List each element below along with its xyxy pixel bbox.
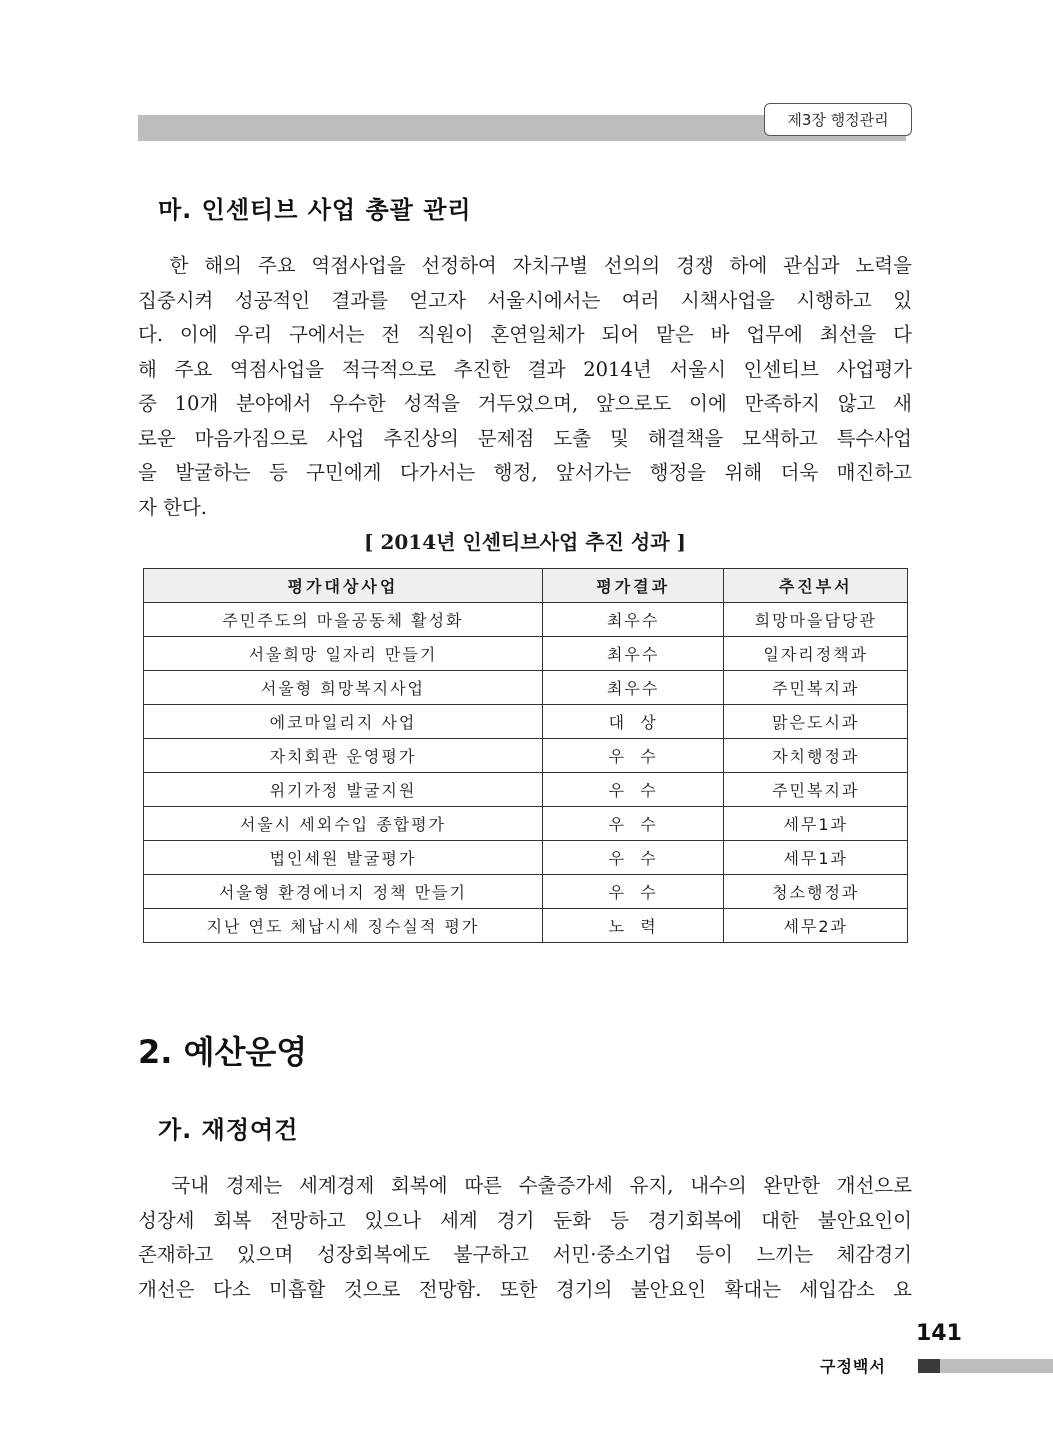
table-row [144,637,908,671]
section-heading-incentive: 마. 인센티브 사업 총괄 관리 [158,196,472,224]
table-row [144,909,908,943]
table-cell-department: 세무2과 [724,909,908,943]
table-header-row [144,569,908,603]
fiscal-paragraph [138,1169,912,1307]
table-cell-project: 서울시 세외수입 종합평가 [144,807,543,841]
table-cell-project: 서울형 환경에너지 정책 만들기 [144,875,543,909]
table-row [144,841,908,875]
table-cell-department: 세무1과 [724,807,908,841]
paragraph-line: 국내 경제는 세계경제 회복에 따른 수출증가세 유지, 내수의 완만한 개선으로 [138,1174,912,1197]
table-cell-result: 우 수 [542,807,724,841]
table-cell-department: 맑은도시과 [724,705,908,739]
paragraph-line: 해 주요 역점사업을 적극적으로 추진한 결과 2014년 서울시 인센티브 사업평가 [138,357,912,381]
paragraph-line: 집중시켜 성공적인 결과를 얻고자 서울시에서는 여러 시책사업을 시행하고 있 [138,288,912,312]
table-cell-result: 노 력 [542,909,724,943]
incentive-results-table [143,568,908,943]
paragraph-line: 로운 마음가짐으로 사업 추진상의 문제점 도출 및 해결책을 모색하고 특수사업 [138,426,912,450]
table-cell-department: 청소행정과 [724,875,908,909]
table-cell-project: 법인세원 발굴평가 [144,841,543,875]
column-header-result: 평가결과 [542,569,724,603]
table-cell-project: 서울형 희망복지사업 [144,671,543,705]
paragraph-line: 다. 이에 우리 구에서는 전 직원이 혼연일체가 되어 맡은 바 업무에 최선을 다 [138,323,912,346]
table-cell-result: 우 수 [542,773,724,807]
paragraph-line: 중 10개 분야에서 우수한 성적을 거두었으며, 앞으로도 이에 만족하지 않고 새 [138,392,912,415]
table-row [144,773,908,807]
table-cell-department: 희망마을담당관 [724,603,908,637]
paragraph-line: 한 해의 주요 역점사업을 선정하여 자치구별 선의의 경쟁 하에 관심과 노력을 [138,254,912,277]
table-cell-department: 세무1과 [724,841,908,875]
incentive-paragraph [138,249,912,525]
table-cell-project: 주민주도의 마을공동체 활성화 [144,603,543,637]
table-cell-department: 일자리정책과 [724,637,908,671]
table-cell-project: 자치회관 운영평가 [144,739,543,773]
table-caption: [ 2014년 인센티브사업 추진 성과 ] [364,530,686,554]
table-cell-result: 우 수 [542,841,724,875]
paragraph-line: 을 발굴하는 등 구민에게 다가서는 행정, 앞서가는 행정을 위해 더욱 매진하고 [138,461,912,484]
table-cell-project: 위기가정 발굴지원 [144,773,543,807]
table-row [144,807,908,841]
table-row [144,739,908,773]
table-cell-project: 서울희망 일자리 만들기 [144,637,543,671]
page-number: 141 [916,1321,962,1346]
paragraph-line: 존재하고 있으며 성장회복에도 불구하고 서민·중소기업 등이 느끼는 체감경기 [138,1243,912,1266]
table-cell-result: 우 수 [542,739,724,773]
table-cell-result: 대 상 [542,705,724,739]
footer-bar [940,1359,1053,1373]
table-row [144,875,908,909]
paragraph-line: 자 한다. [138,495,207,519]
table-row [144,603,908,637]
chapter-heading-budget: 2. 예산운영 [138,1033,308,1071]
table-cell-department: 주민복지과 [724,671,908,705]
table-cell-department: 자치행정과 [724,739,908,773]
table-cell-result: 최우수 [542,671,724,705]
paragraph-line: 개선은 다소 미흡할 것으로 전망함. 또한 경기의 불안요인 확대는 세입감소 요 [138,1277,912,1301]
table-cell-project: 지난 연도 체납시세 징수실적 평가 [144,909,543,943]
table-cell-project: 에코마일리지 사업 [144,705,543,739]
column-header-department: 추진부서 [724,569,908,603]
column-header-project: 평가대상사업 [144,569,543,603]
table-cell-department: 주민복지과 [724,773,908,807]
table-cell-result: 우 수 [542,875,724,909]
chapter-label: 제3장 행정관리 [764,103,912,136]
table-row [144,705,908,739]
table-row [144,671,908,705]
footer-dark-block [918,1359,940,1373]
table-cell-result: 최우수 [542,603,724,637]
paragraph-line: 성장세 회복 전망하고 있으나 세계 경기 둔화 등 경기회복에 대한 불안요인이 [138,1208,912,1232]
table-cell-result: 최우수 [542,637,724,671]
book-title: 구정백서 [820,1357,886,1376]
section-heading-fiscal: 가. 재정여건 [158,1116,299,1144]
